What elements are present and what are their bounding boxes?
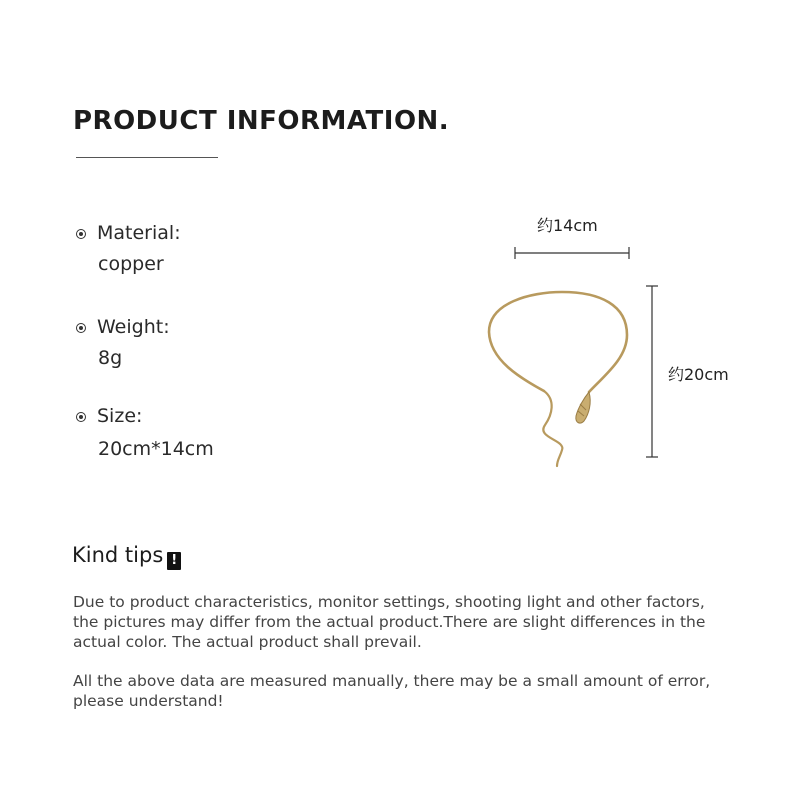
height-dimension-label: 约20cm (668, 365, 729, 384)
snake-head (576, 392, 590, 423)
spec-value: 8g (98, 347, 123, 369)
height-dimension-line (646, 286, 658, 457)
kind-tips-title: Kind tips (72, 543, 164, 567)
spec-label: Size: (97, 405, 143, 427)
snake-necklace (489, 292, 627, 466)
tip-paragraph: Due to product characteristics, monitor settings, shooting light and other factors, the pictures may differ from the actual product.There are slight differences in the actual color. The actual product shall prevail. (73, 593, 706, 651)
kind-tips-heading (72, 543, 181, 570)
spec-label: Material: (97, 222, 181, 244)
page-title: PRODUCT INFORMATION. (73, 106, 450, 136)
spec-value: 20cm*14cm (98, 438, 214, 460)
exclamation-icon: ! (167, 552, 181, 570)
spec-value: copper (98, 253, 164, 275)
tip-paragraph: All the above data are measured manually, there may be a small amount of error, please understand! (73, 672, 711, 710)
width-dimension-line (515, 247, 629, 259)
spec-label: Weight: (97, 316, 170, 338)
width-dimension-label: 约14cm (537, 216, 598, 235)
